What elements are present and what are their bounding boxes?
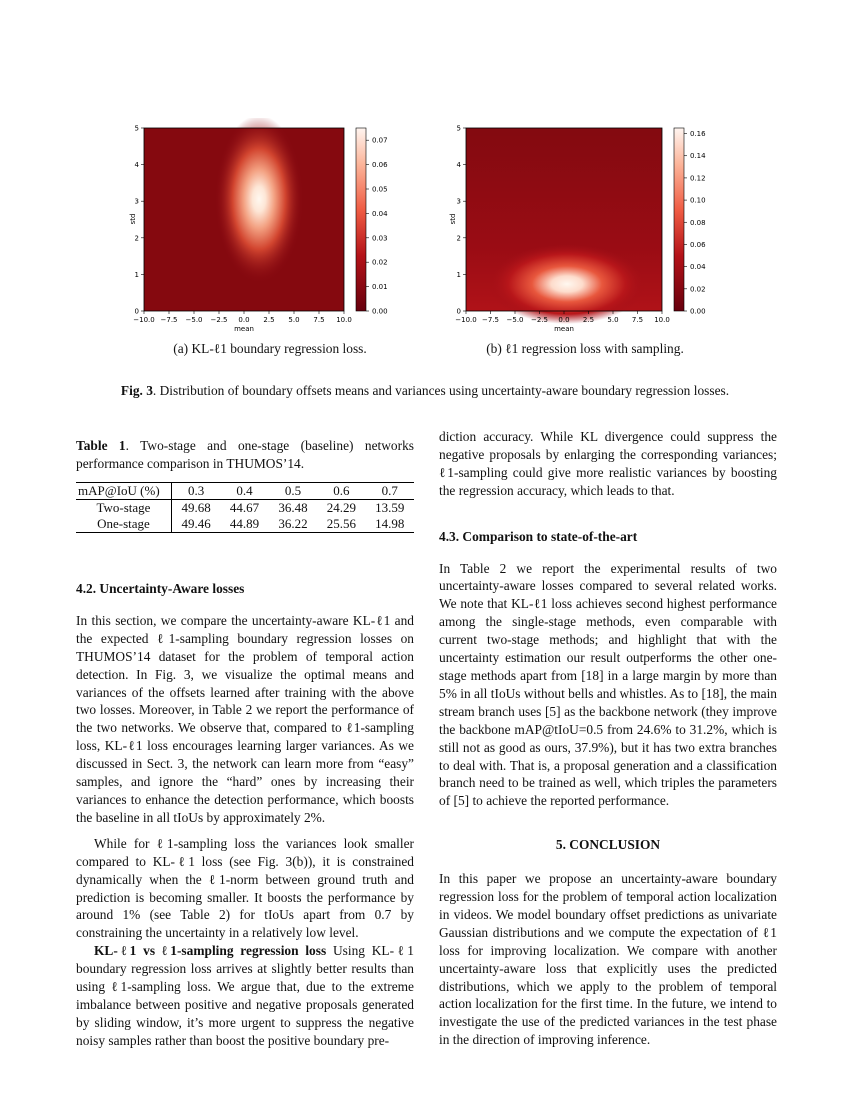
figure-caption-text: . Distribution of boundary offsets means and variances using uncertainty-aware boundary regression losses. bbox=[152, 383, 730, 398]
x-tick-label: 2.5 bbox=[582, 316, 595, 324]
colorbar-tick-label: 0.10 bbox=[690, 196, 706, 205]
x-tick-label: −10.0 bbox=[455, 316, 477, 324]
colorbar-tick-label: 0.12 bbox=[690, 174, 706, 183]
x-tick-label: 0.0 bbox=[238, 316, 250, 324]
x-tick-label: 5.0 bbox=[607, 316, 619, 324]
table-header-row bbox=[76, 483, 414, 500]
colorbar-tick-label: 0.03 bbox=[372, 234, 388, 243]
y-tick-label: 5 bbox=[456, 124, 461, 133]
colorbar-tick-label: 0.14 bbox=[690, 152, 706, 161]
heatmap-b-xlabel: mean bbox=[554, 325, 574, 333]
subcaption-b: (b) ℓ1 regression loss with sampling. bbox=[486, 341, 684, 356]
table-header-cell: 0.5 bbox=[284, 483, 302, 498]
figure-caption-label: Fig. 3 bbox=[120, 383, 153, 398]
figure-caption bbox=[60, 383, 790, 399]
colorbar-tick-label: 0.00 bbox=[372, 307, 388, 316]
table-header-cell: mAP@IoU (%) bbox=[76, 483, 171, 500]
table-cell: 36.22 bbox=[278, 516, 308, 531]
paragraph-run-in-heading: KL-ℓ1 vs ℓ1-sampling regression loss bbox=[94, 943, 327, 959]
x-tick-label: −7.5 bbox=[160, 316, 178, 324]
y-tick-label: 1 bbox=[456, 270, 461, 279]
table-header-cell: 0.3 bbox=[188, 483, 205, 498]
left-column-body bbox=[76, 580, 414, 1050]
y-tick-label: 2 bbox=[134, 234, 139, 243]
paragraph: In Table 2 we report the experimental results of two uncertainty-aware losses compared to several related works. We note that KL-ℓ1 loss achieves second highest performance among the single-stage methods, even comparable with current two-stage methods; and highlight that with the uncertainty estimation our result outperforms the other one-stage methods apart from [18] in a large margin by more than 5% in all tIoUs without bells and whistles. As to [18], the main stream branch uses [5] as the backbone network (they improve the backbone mAP@tIoU=0.5 from 24.6% to 31.2%, which is still not as good as ours, 37.9%), but it has two extra branches to deal with. That is, a proposal generation and a classification branch need to be trained as well, which triples the parameters of [5] to achieve the reported performance. bbox=[439, 560, 777, 809]
colorbar-tick-label: 0.04 bbox=[690, 263, 706, 272]
y-tick-label: 4 bbox=[134, 161, 139, 170]
section-heading-4-3: 4.3. Comparison to state-of-the-art bbox=[439, 528, 638, 544]
y-tick-label: 2 bbox=[456, 234, 461, 243]
heatmap-a-xlabel: mean bbox=[234, 325, 254, 333]
heatmap-a-ylabel: std bbox=[129, 213, 137, 225]
x-tick-label: 7.5 bbox=[631, 316, 644, 324]
x-tick-label: −2.5 bbox=[531, 316, 548, 324]
table-cell: 24.29 bbox=[326, 500, 356, 515]
table-header-cell: 0.7 bbox=[381, 483, 398, 498]
table-cell: 49.46 bbox=[181, 516, 211, 531]
table-cell: 25.56 bbox=[326, 516, 356, 531]
heatmap-b bbox=[440, 118, 720, 333]
heatmap-a-peak bbox=[215, 118, 303, 283]
colorbar-tick-label: 0.07 bbox=[372, 136, 388, 145]
colorbar-tick-label: 0.02 bbox=[690, 285, 706, 294]
table-caption-text: . Two-stage and one-stage (baseline) networks performance comparison in THUMOS’14. bbox=[76, 438, 414, 471]
x-tick-label: 10.0 bbox=[336, 316, 352, 324]
right-column bbox=[439, 428, 777, 1049]
heatmap-b-peak bbox=[489, 244, 645, 324]
table-header-cell: 0.6 bbox=[333, 483, 350, 498]
table-caption-label: Table 1 bbox=[76, 438, 126, 453]
x-tick-label: −2.5 bbox=[210, 316, 228, 324]
y-tick-label: 1 bbox=[134, 270, 139, 279]
paragraph: In this section, we compare the uncertainty-aware KL-ℓ1 and the expected ℓ1-sampling boundary regression losses on THUMOS’14 dataset for the problem of temporal action detection. In Fig. 3, we visualize the optimal means and variances of the offsets learned after training with the above two losses. Moreover, in Table 2 we report the performance of the two networks. We observe that, compared to ℓ1-sampling loss, KL-ℓ1 loss encourages learning larger variances. As we discussed in Sect. 3, the network can learn more from “easy” samples, and ignore the “hard” ones by increasing their variances to enhance the detection performance, which boosts the baseline in all tIoUs by approximately 2%. bbox=[76, 612, 414, 825]
colorbar-tick-label: 0.02 bbox=[372, 258, 388, 267]
y-tick-label: 4 bbox=[456, 161, 461, 170]
x-tick-label: 7.5 bbox=[313, 316, 325, 324]
y-tick-label: 3 bbox=[134, 197, 139, 206]
table-cell: 44.67 bbox=[229, 500, 260, 515]
y-tick-label: 0 bbox=[456, 307, 461, 316]
heatmap-a bbox=[120, 118, 400, 333]
x-tick-label: −5.0 bbox=[185, 316, 203, 324]
table-caption bbox=[76, 437, 414, 473]
y-tick-label: 5 bbox=[134, 124, 139, 133]
colorbar-tick-label: 0.06 bbox=[690, 240, 706, 249]
x-tick-label: 2.5 bbox=[263, 316, 275, 324]
heatmap-b-ylabel: std bbox=[449, 213, 457, 225]
left-column bbox=[76, 437, 414, 473]
colorbar-tick-label: 0.16 bbox=[690, 130, 706, 139]
table-cell: 13.59 bbox=[375, 500, 405, 515]
table-row bbox=[76, 500, 414, 517]
table-cell: Two-stage bbox=[76, 500, 171, 517]
colorbar-tick-label: 0.06 bbox=[372, 161, 388, 170]
table-cell: 36.48 bbox=[278, 500, 308, 515]
colorbar-tick-label: 0.04 bbox=[372, 209, 388, 218]
colorbar-tick-label: 0.00 bbox=[690, 307, 706, 316]
x-tick-label: 0.0 bbox=[558, 316, 570, 324]
paragraph: diction accuracy. While KL divergence could suppress the negative proposals by enlarging the corresponding variances; ℓ1-sampling could give more realistic variances by boosting the regression accuracy, which leads to that. bbox=[439, 429, 777, 498]
colorbar-tick-label: 0.01 bbox=[372, 283, 388, 292]
colorbar-a bbox=[356, 128, 366, 311]
table-cell: 49.68 bbox=[181, 500, 211, 515]
paragraph: In this paper we propose an uncertainty-aware boundary regression loss for the problem of temporal action localization in videos. We model boundary offset predictions as univariate Gaussian distributions and we compute the expectation of ℓ1 loss for improving localization. We compare with another uncertainty-aware loss that explicitly uses the predicted distributions, which we apply to the problem of temporal action localization for the first time. In the future, we intend to investigate the use of the predicted variances in the test phase in the direction of improving inference. bbox=[439, 871, 777, 1048]
table-cell: 44.89 bbox=[229, 516, 260, 531]
x-tick-label: −10.0 bbox=[133, 316, 155, 324]
paragraph-text: Using KL-ℓ1 boundary regression loss arrives at slightly better results than using ℓ1-sampling loss. We argue that, due to the extreme imbalance between positive and negative proposals generated by sliding window, it’s more urgent to suppress the negative noisy samples rather than boost the positive boundary pre- bbox=[76, 943, 414, 1048]
section-heading-5: 5. CONCLUSION bbox=[555, 837, 661, 853]
table-cell: 14.98 bbox=[375, 516, 405, 531]
subcaption-a: (a) KL-ℓ1 boundary regression loss. bbox=[173, 341, 367, 356]
x-tick-label: 10.0 bbox=[654, 316, 670, 324]
results-table bbox=[76, 482, 414, 533]
colorbar-b bbox=[674, 128, 684, 311]
y-tick-label: 3 bbox=[456, 197, 461, 206]
table-row bbox=[76, 516, 414, 533]
section-heading-4-2: 4.2. Uncertainty-Aware losses bbox=[76, 581, 245, 596]
colorbar-tick-label: 0.08 bbox=[690, 218, 706, 227]
table-cell: One-stage bbox=[76, 516, 171, 533]
table-header-cell: 0.4 bbox=[236, 483, 253, 498]
colorbar-tick-label: 0.05 bbox=[372, 185, 388, 194]
paragraph: While for ℓ1-sampling loss the variances look smaller compared to KL-ℓ1 loss (see Fig. 3(b)), it is constrained dynamically when the ℓ1-norm between ground truth and prediction is becoming smaller. It boosts the performance by around 1% (see Table 2) for tIoUs apart from 0.7 by constraining the uncertainty in a relatively low level. bbox=[76, 835, 414, 941]
x-tick-label: 5.0 bbox=[288, 316, 300, 324]
x-tick-label: −5.0 bbox=[506, 316, 524, 324]
y-tick-label: 0 bbox=[134, 307, 139, 316]
paragraph bbox=[76, 942, 414, 1049]
x-tick-label: −7.5 bbox=[482, 316, 499, 324]
